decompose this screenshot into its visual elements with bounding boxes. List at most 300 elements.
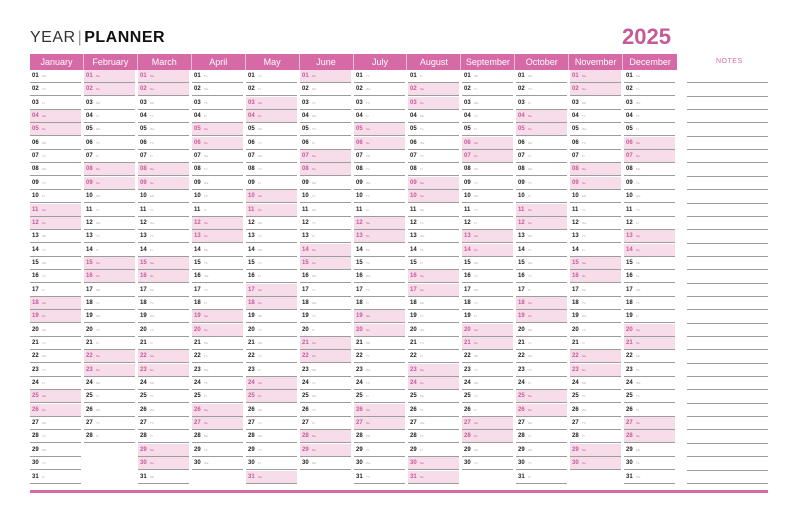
day-cell[interactable] [516,110,567,123]
day-cell[interactable] [624,217,675,230]
day-cell[interactable] [300,337,351,350]
day-cell[interactable] [246,337,297,350]
day-cell[interactable] [462,430,513,443]
day-cell[interactable] [570,190,621,203]
day-cell[interactable] [192,324,243,337]
day-cell[interactable] [138,297,189,310]
day-cell[interactable] [570,390,621,403]
day-cell[interactable] [570,404,621,417]
day-cell[interactable] [300,230,351,243]
day-cell[interactable] [408,270,459,283]
day-cell[interactable] [84,204,135,217]
day-cell[interactable] [138,190,189,203]
day-cell[interactable] [300,190,351,203]
day-cell[interactable] [354,230,405,243]
day-cell[interactable] [516,137,567,150]
day-cell[interactable] [192,190,243,203]
day-cell[interactable] [408,150,459,163]
day-cell[interactable] [408,297,459,310]
day-cell[interactable] [84,284,135,297]
day-cell[interactable] [300,310,351,323]
day-cell[interactable] [300,70,351,83]
day-cell[interactable] [624,244,675,257]
day-cell[interactable] [516,163,567,176]
day-cell[interactable] [354,457,405,470]
day-cell[interactable] [246,471,297,484]
day-cell[interactable] [246,377,297,390]
day-cell[interactable] [84,377,135,390]
notes-line[interactable] [687,363,768,364]
day-cell[interactable] [354,70,405,83]
day-cell[interactable] [408,110,459,123]
day-cell[interactable] [570,137,621,150]
day-cell[interactable] [138,350,189,363]
day-cell[interactable] [84,364,135,377]
day-cell[interactable] [408,310,459,323]
day-cell[interactable] [516,350,567,363]
day-cell[interactable] [138,97,189,110]
day-cell[interactable] [138,110,189,123]
day-cell[interactable] [570,244,621,257]
day-cell[interactable] [624,324,675,337]
day-cell[interactable] [624,150,675,163]
day-cell[interactable] [354,297,405,310]
day-cell[interactable] [192,297,243,310]
day-cell[interactable] [462,404,513,417]
day-cell[interactable] [246,123,297,136]
day-cell[interactable] [84,297,135,310]
day-cell[interactable] [516,97,567,110]
day-cell[interactable] [192,163,243,176]
day-cell[interactable] [462,284,513,297]
day-cell[interactable] [462,257,513,270]
day-cell[interactable] [30,364,81,377]
day-cell[interactable] [30,204,81,217]
day-cell[interactable] [462,324,513,337]
day-cell[interactable] [30,457,81,470]
day-cell[interactable] [84,310,135,323]
day-cell[interactable] [246,177,297,190]
day-cell[interactable] [570,417,621,430]
day-cell[interactable] [138,430,189,443]
day-cell[interactable] [408,244,459,257]
day-cell[interactable] [408,350,459,363]
day-cell[interactable] [354,430,405,443]
day-cell[interactable] [624,417,675,430]
day-cell[interactable] [354,350,405,363]
day-cell[interactable] [570,163,621,176]
day-cell[interactable] [246,350,297,363]
day-cell[interactable] [246,310,297,323]
day-cell[interactable] [138,177,189,190]
day-cell[interactable] [192,364,243,377]
day-cell[interactable] [30,177,81,190]
day-cell[interactable] [462,163,513,176]
day-cell[interactable] [192,110,243,123]
day-cell[interactable] [84,150,135,163]
day-cell[interactable] [138,83,189,96]
day-cell[interactable] [300,163,351,176]
day-cell[interactable] [570,457,621,470]
day-cell[interactable] [462,83,513,96]
day-cell[interactable] [246,97,297,110]
day-cell[interactable] [624,270,675,283]
day-cell[interactable] [624,97,675,110]
notes-line[interactable] [687,416,768,417]
day-cell[interactable] [138,123,189,136]
day-cell[interactable] [462,230,513,243]
day-cell[interactable] [462,444,513,457]
day-cell[interactable] [192,137,243,150]
day-cell[interactable] [300,444,351,457]
day-cell[interactable] [516,417,567,430]
day-cell[interactable] [138,217,189,230]
day-cell[interactable] [354,310,405,323]
day-cell[interactable] [570,230,621,243]
notes-line[interactable] [687,216,768,217]
day-cell[interactable] [192,83,243,96]
day-cell[interactable] [516,177,567,190]
notes-line[interactable] [687,162,768,163]
day-cell[interactable] [138,257,189,270]
day-cell[interactable] [462,97,513,110]
day-cell[interactable] [516,204,567,217]
day-cell[interactable] [570,97,621,110]
day-cell[interactable] [30,190,81,203]
day-cell[interactable] [246,204,297,217]
day-cell[interactable] [462,177,513,190]
day-cell[interactable] [408,444,459,457]
day-cell[interactable] [84,417,135,430]
day-cell[interactable] [192,377,243,390]
day-cell[interactable] [624,377,675,390]
day-cell[interactable] [624,297,675,310]
day-cell[interactable] [138,337,189,350]
day-cell[interactable] [300,257,351,270]
notes-line[interactable] [687,429,768,430]
day-cell[interactable] [192,310,243,323]
day-cell[interactable] [246,83,297,96]
day-cell[interactable] [516,457,567,470]
day-cell[interactable] [300,244,351,257]
day-cell[interactable] [192,244,243,257]
day-cell[interactable] [516,430,567,443]
notes-line[interactable] [687,456,768,457]
day-cell[interactable] [462,457,513,470]
day-cell[interactable] [624,190,675,203]
day-cell[interactable] [30,377,81,390]
day-cell[interactable] [138,364,189,377]
day-cell[interactable] [246,284,297,297]
day-cell[interactable] [408,457,459,470]
day-cell[interactable] [300,137,351,150]
day-cell[interactable] [30,324,81,337]
day-cell[interactable] [84,70,135,83]
day-cell[interactable] [30,404,81,417]
day-cell[interactable] [408,204,459,217]
day-cell[interactable] [192,150,243,163]
day-cell[interactable] [30,70,81,83]
day-cell[interactable] [624,284,675,297]
day-cell[interactable] [84,244,135,257]
day-cell[interactable] [624,177,675,190]
day-cell[interactable] [408,177,459,190]
day-cell[interactable] [30,297,81,310]
day-cell[interactable] [30,163,81,176]
day-cell[interactable] [300,204,351,217]
day-cell[interactable] [624,230,675,243]
day-cell[interactable] [462,337,513,350]
day-cell[interactable] [138,163,189,176]
day-cell[interactable] [138,150,189,163]
day-cell[interactable] [354,390,405,403]
day-cell[interactable] [570,310,621,323]
day-cell[interactable] [624,310,675,323]
day-cell[interactable] [624,364,675,377]
day-cell[interactable] [624,110,675,123]
day-cell[interactable] [246,217,297,230]
day-cell[interactable] [138,471,189,484]
day-cell[interactable] [516,190,567,203]
day-cell[interactable] [570,337,621,350]
day-cell[interactable] [516,404,567,417]
day-cell[interactable] [462,137,513,150]
day-cell[interactable] [354,204,405,217]
day-cell[interactable] [354,163,405,176]
day-cell[interactable] [192,390,243,403]
day-cell[interactable] [570,270,621,283]
day-cell[interactable] [300,83,351,96]
day-cell[interactable] [516,270,567,283]
notes-line[interactable] [687,96,768,97]
day-cell[interactable] [300,457,351,470]
day-cell[interactable] [30,310,81,323]
day-cell[interactable] [246,457,297,470]
day-cell[interactable] [30,257,81,270]
day-cell[interactable] [570,123,621,136]
day-cell[interactable] [300,377,351,390]
day-cell[interactable] [408,137,459,150]
day-cell[interactable] [624,123,675,136]
notes-line[interactable] [687,109,768,110]
day-cell[interactable] [246,190,297,203]
day-cell[interactable] [192,457,243,470]
day-cell[interactable] [30,350,81,363]
day-cell[interactable] [300,110,351,123]
day-cell[interactable] [138,390,189,403]
day-cell[interactable] [462,150,513,163]
notes-line[interactable] [687,443,768,444]
day-cell[interactable] [516,471,567,484]
day-cell[interactable] [246,430,297,443]
day-cell[interactable] [138,444,189,457]
day-cell[interactable] [354,284,405,297]
day-cell[interactable] [408,284,459,297]
day-cell[interactable] [138,457,189,470]
day-cell[interactable] [354,404,405,417]
day-cell[interactable] [462,190,513,203]
day-cell[interactable] [570,430,621,443]
day-cell[interactable] [354,377,405,390]
day-cell[interactable] [30,123,81,136]
day-cell[interactable] [462,350,513,363]
day-cell[interactable] [408,404,459,417]
day-cell[interactable] [354,97,405,110]
day-cell[interactable] [408,83,459,96]
day-cell[interactable] [30,137,81,150]
day-cell[interactable] [570,350,621,363]
day-cell[interactable] [570,204,621,217]
day-cell[interactable] [354,137,405,150]
day-cell[interactable] [84,110,135,123]
day-cell[interactable] [246,390,297,403]
day-cell[interactable] [84,190,135,203]
day-cell[interactable] [624,204,675,217]
day-cell[interactable] [84,324,135,337]
day-cell[interactable] [84,163,135,176]
day-cell[interactable] [624,390,675,403]
day-cell[interactable] [516,444,567,457]
day-cell[interactable] [84,390,135,403]
day-cell[interactable] [30,230,81,243]
day-cell[interactable] [192,284,243,297]
day-cell[interactable] [408,390,459,403]
day-cell[interactable] [570,177,621,190]
day-cell[interactable] [30,83,81,96]
day-cell[interactable] [246,444,297,457]
day-cell[interactable] [192,123,243,136]
notes-line[interactable] [687,203,768,204]
day-cell[interactable] [300,123,351,136]
day-cell[interactable] [300,404,351,417]
day-cell[interactable] [516,83,567,96]
day-cell[interactable] [462,364,513,377]
notes-line[interactable] [687,256,768,257]
day-cell[interactable] [408,217,459,230]
day-cell[interactable] [84,177,135,190]
day-cell[interactable] [408,123,459,136]
day-cell[interactable] [84,337,135,350]
day-cell[interactable] [30,337,81,350]
day-cell[interactable] [30,110,81,123]
day-cell[interactable] [246,163,297,176]
notes-line[interactable] [687,403,768,404]
day-cell[interactable] [138,70,189,83]
day-cell[interactable] [408,430,459,443]
day-cell[interactable] [462,417,513,430]
day-cell[interactable] [246,257,297,270]
day-cell[interactable] [570,70,621,83]
day-cell[interactable] [300,324,351,337]
day-cell[interactable] [300,417,351,430]
day-cell[interactable] [84,97,135,110]
day-cell[interactable] [192,337,243,350]
day-cell[interactable] [300,177,351,190]
day-cell[interactable] [192,430,243,443]
day-cell[interactable] [30,150,81,163]
day-cell[interactable] [516,390,567,403]
day-cell[interactable] [192,404,243,417]
day-cell[interactable] [354,190,405,203]
day-cell[interactable] [408,471,459,484]
day-cell[interactable] [354,150,405,163]
day-cell[interactable] [30,390,81,403]
day-cell[interactable] [516,244,567,257]
day-cell[interactable] [138,270,189,283]
day-cell[interactable] [516,70,567,83]
day-cell[interactable] [516,257,567,270]
day-cell[interactable] [354,444,405,457]
day-cell[interactable] [354,244,405,257]
day-cell[interactable] [84,404,135,417]
day-cell[interactable] [84,270,135,283]
day-cell[interactable] [354,270,405,283]
day-cell[interactable] [84,350,135,363]
day-cell[interactable] [462,297,513,310]
day-cell[interactable] [300,284,351,297]
day-cell[interactable] [138,324,189,337]
day-cell[interactable] [84,230,135,243]
day-cell[interactable] [624,404,675,417]
day-cell[interactable] [246,270,297,283]
day-cell[interactable] [462,390,513,403]
day-cell[interactable] [570,217,621,230]
day-cell[interactable] [408,257,459,270]
day-cell[interactable] [624,83,675,96]
day-cell[interactable] [300,430,351,443]
day-cell[interactable] [192,350,243,363]
notes-line[interactable] [687,176,768,177]
day-cell[interactable] [354,123,405,136]
notes-line[interactable] [687,283,768,284]
day-cell[interactable] [300,150,351,163]
day-cell[interactable] [354,110,405,123]
day-cell[interactable] [30,244,81,257]
day-cell[interactable] [516,297,567,310]
notes-line[interactable] [687,122,768,123]
day-cell[interactable] [570,83,621,96]
day-cell[interactable] [246,244,297,257]
day-cell[interactable] [408,337,459,350]
day-cell[interactable] [246,324,297,337]
day-cell[interactable] [408,70,459,83]
day-cell[interactable] [354,337,405,350]
day-cell[interactable] [408,97,459,110]
notes-line[interactable] [687,136,768,137]
day-cell[interactable] [300,270,351,283]
day-cell[interactable] [462,70,513,83]
day-cell[interactable] [516,284,567,297]
day-cell[interactable] [30,417,81,430]
day-cell[interactable] [354,417,405,430]
day-cell[interactable] [84,83,135,96]
day-cell[interactable] [408,163,459,176]
day-cell[interactable] [354,471,405,484]
notes-line[interactable] [687,189,768,190]
day-cell[interactable] [138,137,189,150]
day-cell[interactable] [462,270,513,283]
day-cell[interactable] [624,430,675,443]
day-cell[interactable] [624,257,675,270]
day-cell[interactable] [354,177,405,190]
day-cell[interactable] [30,471,81,484]
day-cell[interactable] [516,337,567,350]
notes-line[interactable] [687,323,768,324]
day-cell[interactable] [624,471,675,484]
day-cell[interactable] [462,204,513,217]
day-cell[interactable] [300,297,351,310]
day-cell[interactable] [408,417,459,430]
